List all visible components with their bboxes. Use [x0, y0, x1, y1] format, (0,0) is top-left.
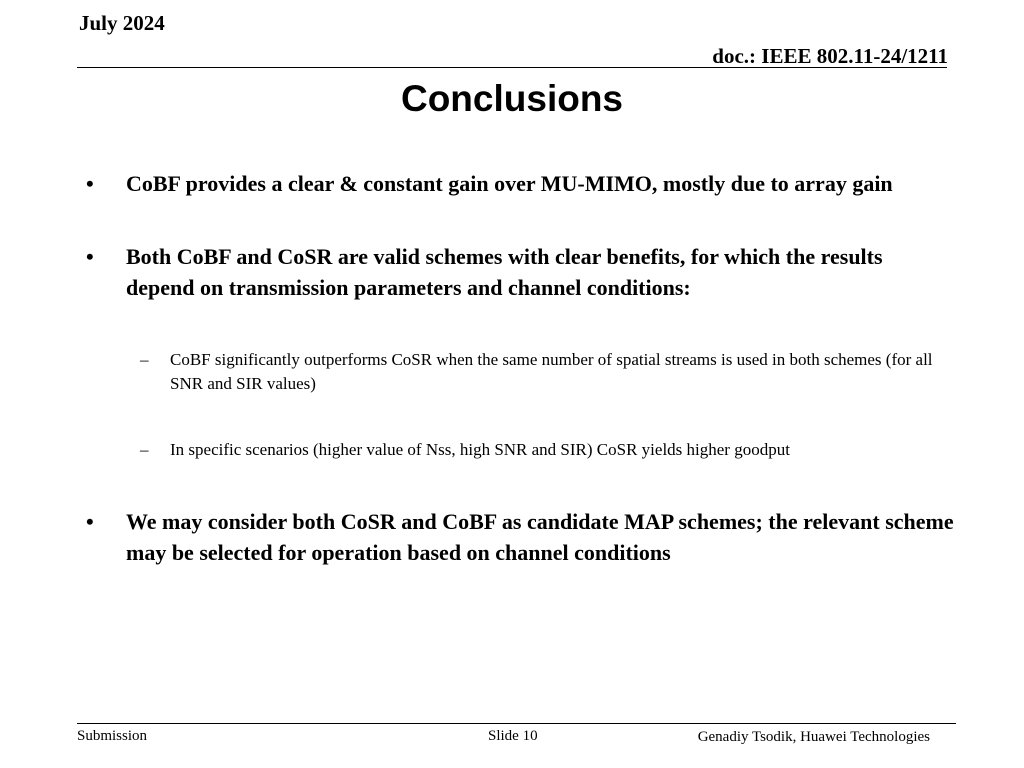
header-date: July 2024	[79, 11, 165, 35]
footer-author: Genadiy Tsodik, Huawei Technologies	[697, 729, 930, 745]
bullet-item-1	[86, 168, 956, 199]
slide-content	[86, 168, 956, 568]
footer-divider	[77, 723, 956, 724]
bullet-text: We may consider both CoSR and CoBF as candidate MAP schemes; the relevant scheme may be selected for operation based on channel conditions	[126, 509, 954, 565]
slide-title: Conclusions	[400, 78, 624, 119]
sub-bullet-item-2	[86, 438, 956, 462]
sub-bullet-text: In specific scenarios (higher value of Nss, high SNR and SIR) CoSR yields higher goodput	[170, 440, 790, 459]
header-doc-id: doc.: IEEE 802.11-24/1211	[712, 44, 948, 68]
footer-slide-number: Slide 10	[488, 728, 538, 744]
bullet-marker: •	[86, 244, 94, 269]
bullet-marker: •	[86, 171, 94, 196]
bullet-item-3	[86, 506, 956, 568]
bullet-item-2	[86, 241, 956, 303]
sub-bullet-marker: –	[140, 440, 149, 459]
bullet-text: CoBF provides a clear & constant gain over MU-MIMO, mostly due to array gain	[126, 171, 893, 196]
bullet-marker: •	[86, 509, 94, 534]
sub-bullet-marker: –	[140, 350, 149, 369]
header-divider	[77, 67, 947, 68]
bullet-text: Both CoBF and CoSR are valid schemes with clear benefits, for which the results depend on transmission parameters and channel conditions:	[126, 244, 883, 300]
sub-bullet-item-1	[86, 348, 956, 396]
footer-submission: Submission	[77, 728, 148, 744]
sub-bullet-text: CoBF significantly outperforms CoSR when the same number of spatial streams is used in both schemes (for all SNR and SIR values)	[170, 350, 933, 393]
